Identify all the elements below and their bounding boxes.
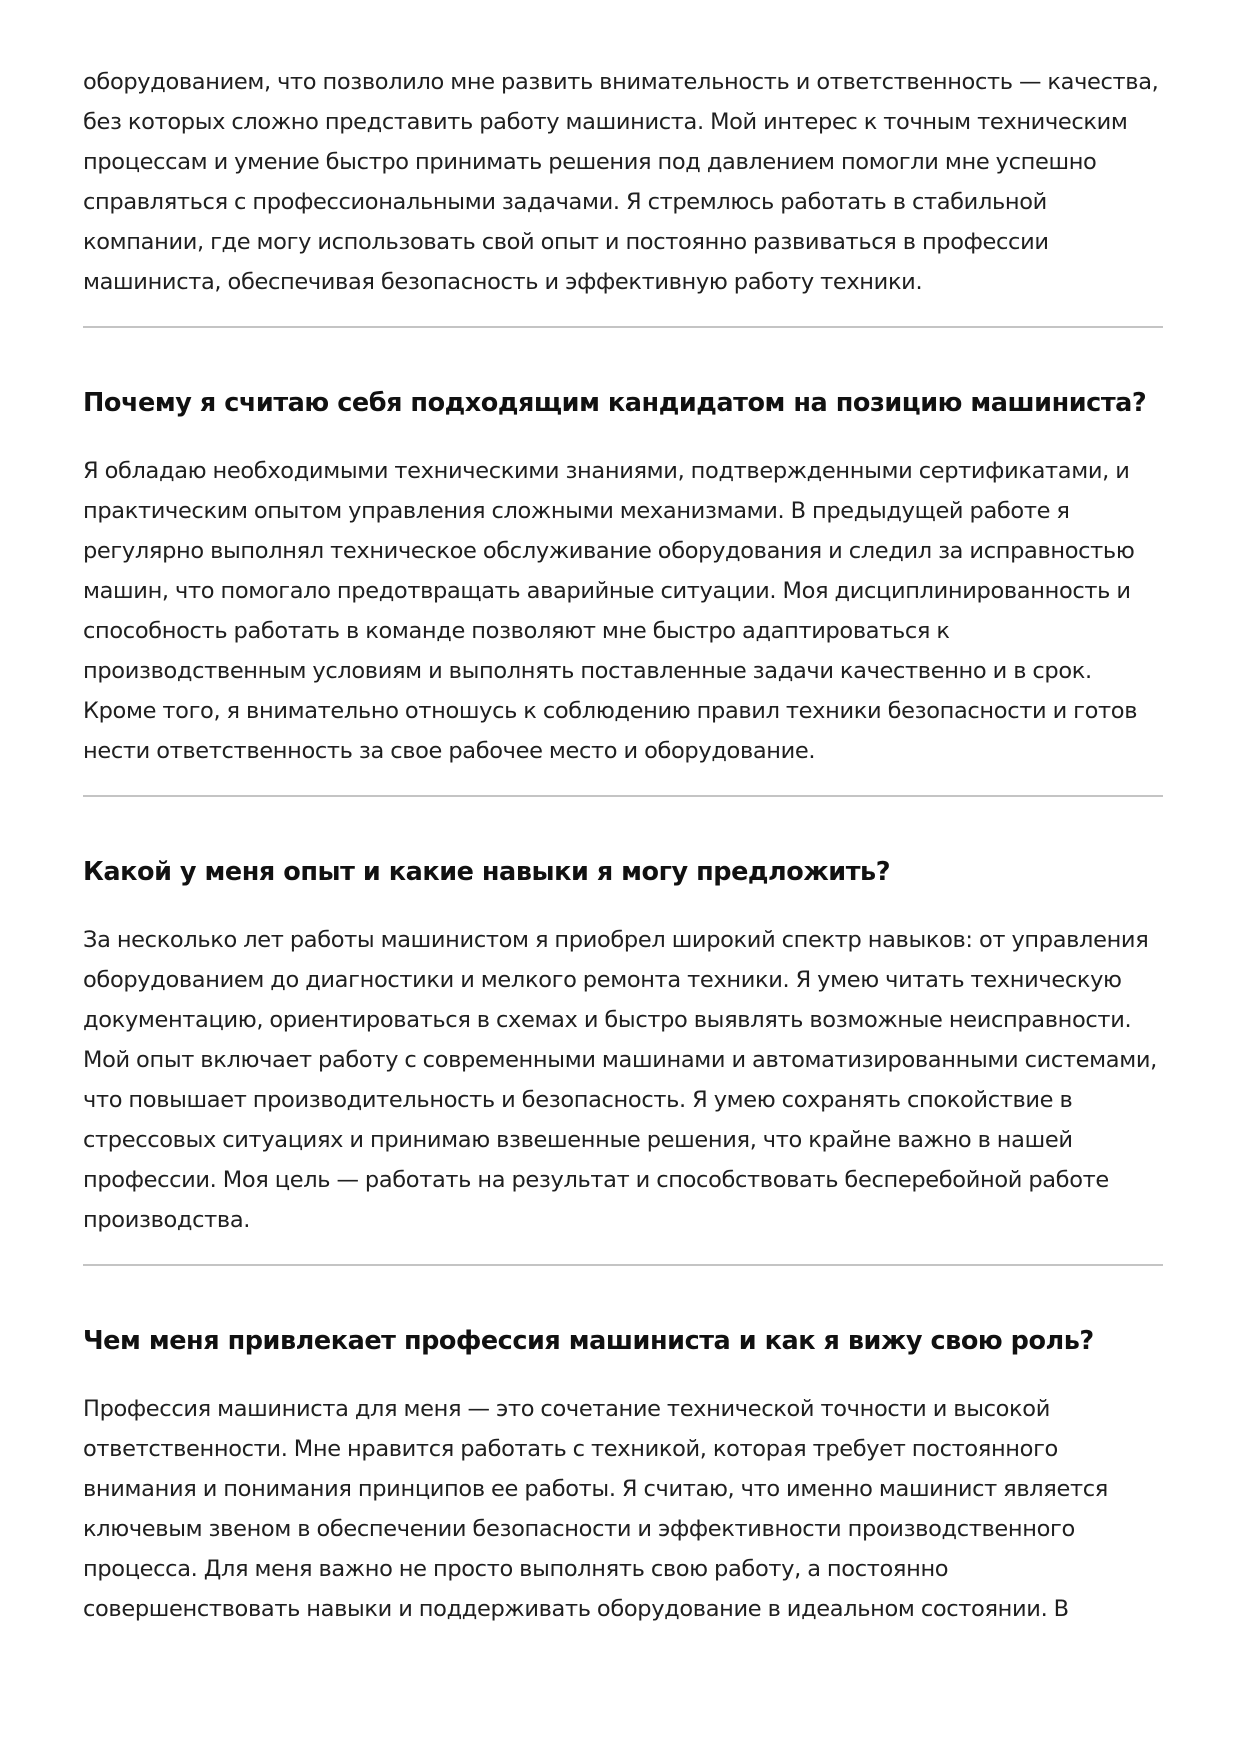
section-paragraph-experience: За несколько лет работы машинистом я приобрел широкий спектр навыков: от управления оборудованием до диагностики и мелкого ремонта техники. Я умею читать техническую документацию, ориентироваться в схемах и быстро выявлять возможные неисправности. Мой опыт включает работу с современными машинами и автоматизированными системами, что повышает производительность и безопасность. Я умею сохранять спокойствие в стрессовых ситуациях и принимаю взвешенные решения, что крайне важно в нашей профессии. Моя цель — работать на результат и способствовать бесперебойной работе производства. xyxy=(83,927,1157,1233)
document-page xyxy=(83,62,1163,1629)
section-paragraph-motivation: Профессия машиниста для меня — это сочетание технической точности и высокой ответственности. Мне нравится работать с техникой, которая требует постоянного внимания и понимания принципов ее работы. Я считаю, что именно машинист является ключевым звеном в обеспечении безопасности и эффективности производственного процесса. Для меня важно не просто выполнять свою работу, а постоянно совершенствовать навыки и поддерживать оборудование в идеальном состоянии. В xyxy=(83,1396,1108,1622)
section-heading-candidate: Почему я считаю себя подходящим кандидатом на позицию машиниста? xyxy=(83,388,1147,418)
section-paragraph-candidate: Я обладаю необходимыми техническими знаниями, подтвержденными сертификатами, и практическим опытом управления сложными механизмами. В предыдущей работе я регулярно выполнял техническое обслуживание оборудования и следил за исправностью машин, что помогало предотвращать аварийные ситуации. Моя дисциплинированность и способность работать в команде позволяют мне быстро адаптироваться к производственным условиям и выполнять поставленные задачи качественно и в срок. Кроме того, я внимательно отношусь к соблюдению правил техники безопасности и готов нести ответственность за свое рабочее место и оборудование. xyxy=(83,458,1138,764)
section-heading-experience: Какой у меня опыт и какие навыки я могу предложить? xyxy=(83,857,891,887)
section-heading-motivation: Чем меня привлекает профессия машиниста и как я вижу свою роль? xyxy=(83,1326,1094,1356)
intro-paragraph: оборудованием, что позволило мне развить внимательность и ответственность — качества, без которых сложно представить работу машиниста. Мой интерес к точным техническим процессам и умение быстро принимать решения под давлением помогли мне успешно справляться с профессиональными задачами. Я стремлюсь работать в стабильной компании, где могу использовать свой опыт и постоянно развиваться в профессии машиниста, обеспечивая безопасность и эффективную работу техники. xyxy=(83,69,1159,295)
